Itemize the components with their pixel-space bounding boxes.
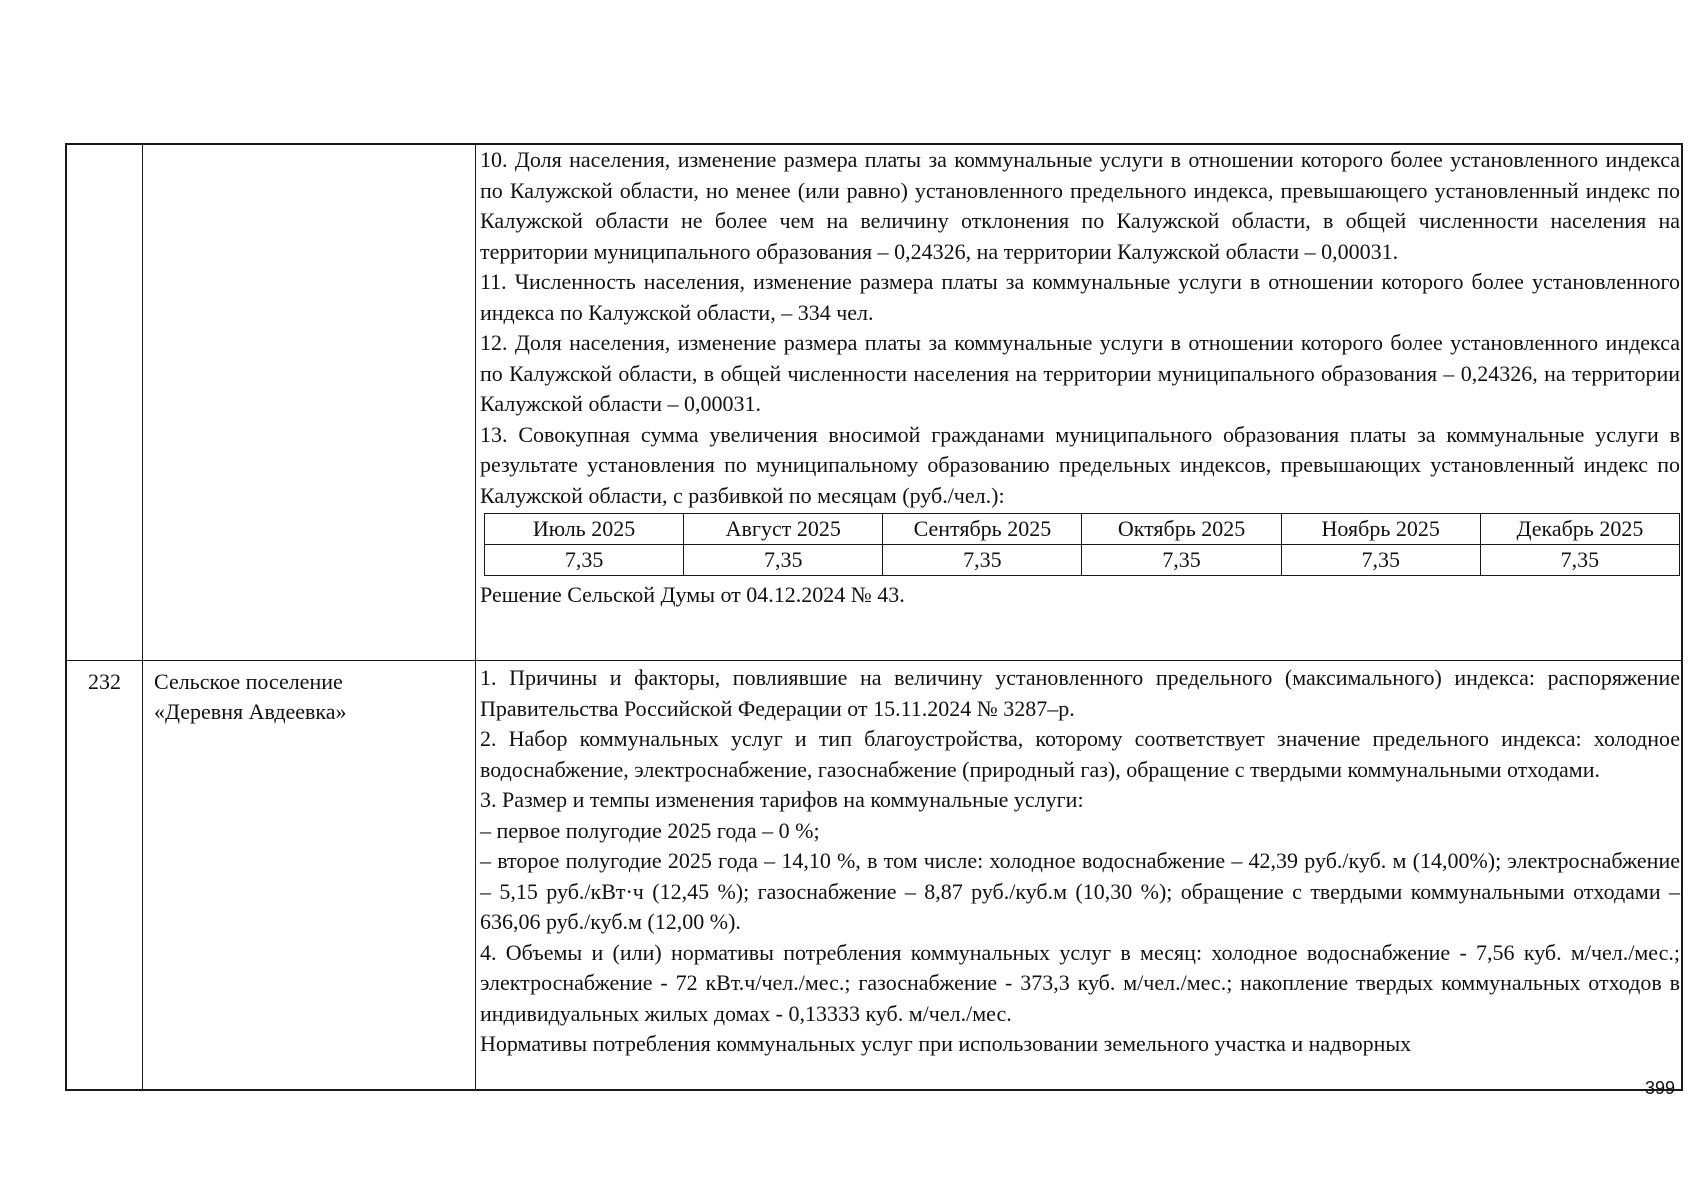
paragraph-10: 10. Доля населения, изменение размера платы за коммунальные услуги в отношении которого более установленного индекса по Калужской области, но менее (или равно) установленного предельного индекса, превышающего установленный индекс по Калужской области не более чем на величину отклонения по Калужской области, в общей численности населения на территории муниципального образования – 0,24326, на территории Калужской области – 0,00031. [480, 147, 1680, 264]
paragraph-1: 1. Причины и факторы, повлиявшие на величину установленного предельного (максимального) индекса: распоряжение Правительства Российской Федерации от 15.11.2024 № 3287–р. [480, 665, 1680, 721]
paragraph-norms: Нормативы потребления коммунальных услуг при использовании земельного участка и надворных [480, 1031, 1412, 1056]
paragraph-3-first-half: – первое полугодие 2025 года – 0 %; [480, 817, 820, 843]
row-2-content [480, 663, 1680, 1060]
municipality-name-line: «Деревня Авдеевка» [154, 699, 347, 724]
monthly-increase-table [484, 513, 1680, 576]
month-header: Сентябрь 2025 [883, 514, 1082, 545]
paragraph-2: 2. Набор коммунальных услуг и тип благоустройства, которому соответствует значение предельного индекса: холодное водоснабжение, электроснабжение, газоснабжение (природный газ), обращение с твердыми коммунальными отходами. [480, 726, 1680, 782]
paragraph-3: 3. Размер и темпы изменения тарифов на коммунальные услуги: [480, 787, 1084, 812]
table-value-row [485, 545, 1680, 576]
row-1-content [480, 145, 1680, 611]
row-divider [67, 660, 1681, 661]
month-header: Декабрь 2025 [1480, 514, 1679, 545]
page-number: 399 [1644, 1078, 1675, 1098]
month-header: Октябрь 2025 [1082, 514, 1281, 545]
document-table [65, 143, 1683, 1091]
row-number: 232 [88, 669, 121, 694]
month-value: 7,35 [883, 545, 1082, 576]
month-value: 7,35 [1281, 545, 1480, 576]
municipality-name [154, 667, 464, 727]
column-divider [475, 145, 476, 1089]
month-header: Июль 2025 [485, 514, 684, 545]
month-header: Ноябрь 2025 [1281, 514, 1480, 545]
paragraph-12: 12. Доля населения, изменение размера платы за коммунальные услуги в отношении которого более установленного индекса по Калужской области, в общей численности населения на территории муниципального образования – 0,24326, на территории Калужской области – 0,00031. [480, 330, 1680, 416]
column-divider [142, 145, 143, 1089]
month-header: Август 2025 [684, 514, 883, 545]
municipality-name-line: Сельское поселение [154, 669, 343, 694]
decision-reference: Решение Сельской Думы от 04.12.2024 № 43. [480, 582, 905, 607]
month-value: 7,35 [485, 545, 684, 576]
paragraph-11: 11. Численность населения, изменение размера платы за коммунальные услуги в отношении которого более установленного индекса по Калужской области, – 334 чел. [480, 269, 1680, 325]
paragraph-3-second-half: – второе полугодие 2025 года – 14,10 %, в том числе: холодное водоснабжение – 42,39 руб./куб. м (14,00%); электроснабжение – 5,15 руб./кВт·ч (12,45 %); газоснабжение – 8,87 руб./куб.м (10,30 %); обращение с твердыми коммунальными отходами – 636,06 руб./куб.м (12,00 %). [480, 848, 1680, 934]
paragraph-13: 13. Совокупная сумма увеличения вносимой гражданами муниципального образования платы за коммунальные услуги в результате установления по муниципальному образованию предельных индексов, превышающих установленный индекс по Калужской области, с разбивкой по месяцам (руб./чел.): [480, 421, 1680, 508]
month-value: 7,35 [1082, 545, 1281, 576]
month-value: 7,35 [1480, 545, 1679, 576]
month-value: 7,35 [684, 545, 883, 576]
paragraph-4: 4. Объемы и (или) нормативы потребления коммунальных услуг в месяц: холодное водоснабжение - 7,56 куб. м/чел./мес.; электроснабжение - 72 кВт.ч/чел./мес.; газоснабжение - 373,3 куб. м/чел./мес.; накопление твердых коммунальных отходов в индивидуальных жилых домах - 0,13333 куб. м/чел./мес. [480, 939, 1680, 1026]
table-header-row [485, 514, 1680, 545]
